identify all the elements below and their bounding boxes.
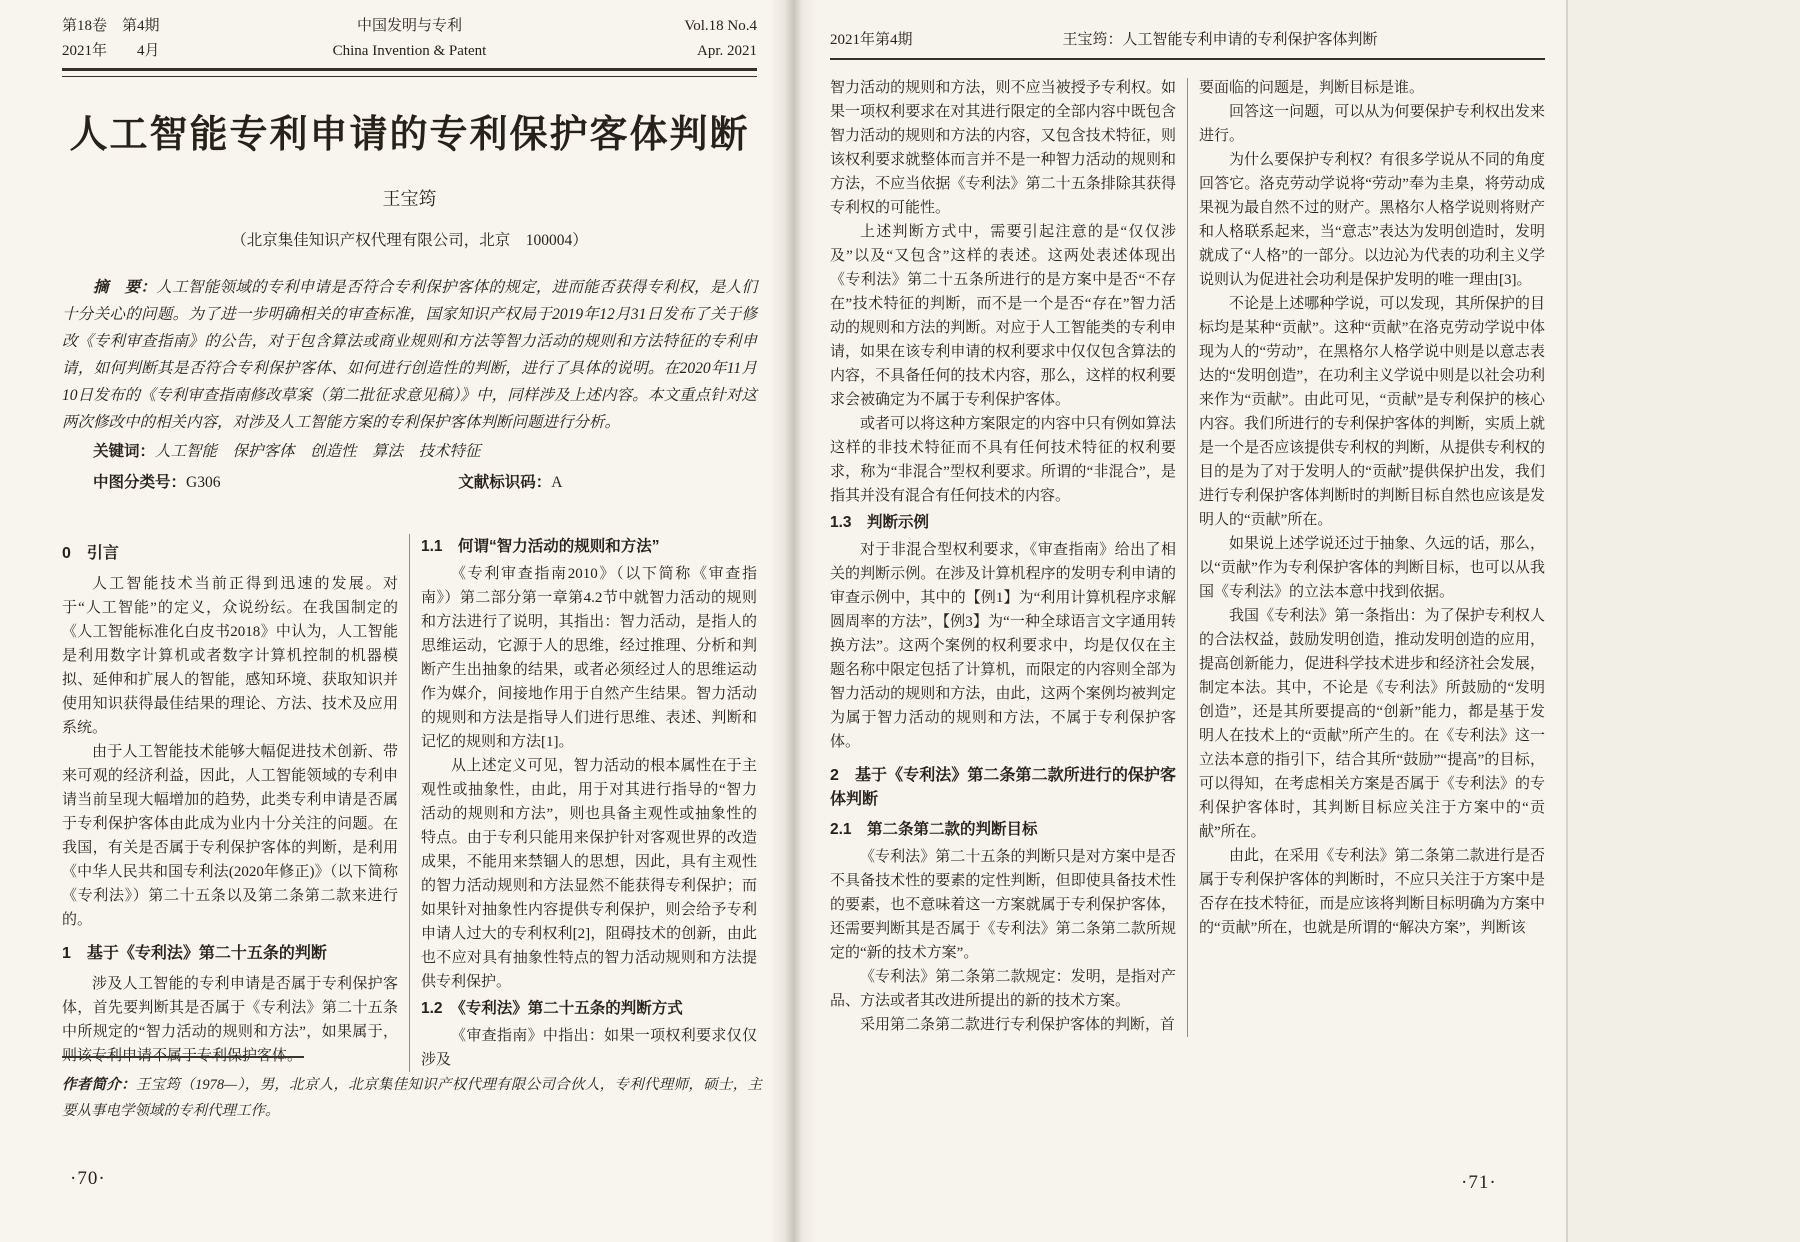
abstract-label: 摘 要：: [93, 279, 157, 296]
article-title: 人工智能专利申请的专利保护客体判断: [69, 114, 750, 156]
left-page-column-1: [62, 532, 398, 1072]
paragraph: 或者可以将这种方案限定的内容中只有例如算法这样的非技术特征而不具有任何技术特征的权利要求，称为“非混合”型权利要求。所谓的“非混合”，是指其并没有混合有任何技术的内容。: [830, 416, 1176, 504]
author-bio-text: 王宝筠（1978—），男，北京人，北京集佳知识产权代理有限公司合伙人，专利代理师，硕士，主要从事电学领域的专利代理工作。: [62, 1077, 763, 1119]
page-left-body: [62, 532, 757, 1072]
paragraph: 对于非混合型权利要求，《审查指南》给出了相关的判断示例。在涉及计算机程序的发明专利申请的审查示例中，其中的【例1】为“利用计算机程序求解圆周率的方法”，【例3】为“一种全球语言文字通用转换方法”。这两个案例的权利要求中，均是仅仅在主题名称中限定包括了计算机，而限定的内容则全部为智力活动的规则和方法，由此，这两个案例均被判定为属于智力活动的规则和方法，不属于专利保护客体。: [830, 542, 1176, 750]
date-line-en: Apr. 2021: [697, 43, 757, 59]
author-name: 王宝筠: [382, 189, 437, 209]
document-code-label: 文献标识码：: [458, 474, 552, 491]
section-heading-1-1: 1.1 何谓“智力活动的规则和方法”: [421, 538, 660, 555]
journal-name-cn: 中国发明与专利: [356, 18, 462, 34]
left-page-column-2: [421, 532, 757, 1072]
document-code-value: A: [551, 474, 563, 491]
paragraph-continuation: 要面临的问题是，判断目标是谁。: [1199, 80, 1425, 96]
paragraph-continuation: 智力活动的规则和方法，则不应当被授予专利权。如果一项权利要求在对其进行限定的全部内容中既包含智力活动的规则和方法的内容，又包含技术特征，则该权利要求就整体而言并不是一种智力活动的规则和方法，不应当依据《专利法》第二十五条排除其获得专利权的可能性。: [830, 80, 1176, 216]
header-journal-name: [212, 14, 607, 64]
right-page-column-1: [830, 76, 1176, 1037]
section-heading-1: 1 基于《专利法》第二十五条的判断: [62, 945, 327, 962]
clc-label: 中图分类号：: [93, 474, 187, 491]
page-left-content: [62, 14, 757, 1072]
page-edge-line: [1566, 0, 1568, 1242]
paragraph: 《专利审查指南2010》（以下简称《审查指南》）第二部分第一章第4.2节中就智力活动的规则和方法进行了说明，其指出：智力活动，是指人的思维运动，它源于人的思维，经过推理、分析和判断产生出抽象的结果，或者必须经过人的思维运动作为媒介，间接地作用于自然产生结果。智力活动的规则和方法是指导人们进行思维、表述、判断和记忆的规则和方法[1]。: [421, 566, 757, 750]
paragraph: 如果说上述学说还过于抽象、久远的话，那么，以“贡献”作为专利保护客体的判断目标，也可以从我国《专利法》的立法本意中找到依据。: [1199, 536, 1545, 600]
document-code: [458, 469, 562, 496]
scan-margin-right: [1568, 0, 1800, 1242]
journal-header: [62, 14, 757, 64]
author-bio-footnote: [62, 1072, 762, 1124]
keywords-text: 人工智能 保护客体 创造性 算法 技术特征: [155, 443, 481, 460]
paragraph: 不论是上述哪种学说，可以发现，其所保护的目标均是某种“贡献”。这种“贡献”在洛克劳动学说中体现为人的“劳动”，在黑格尔人格学说中则是以意志表达的“发明创造”，在功利主义学说中则是以社会功利来作为“贡献”。由此可见，“贡献”是专利保护的核心内容。我们所进行的专利保护客体的判断，实质上就是一个是否应该提供专利权的判断，从提供专利权的目的是为了对于发明人的“贡献”提供保护出发，我们进行专利保护客体判断时的判断目标自然也应该是发明人的“贡献”所在。: [1199, 296, 1545, 528]
right-page-column-2: [1199, 76, 1545, 1037]
page-number-71: ·71·: [1461, 1172, 1497, 1193]
section-heading-2-1: 2.1 第二条第二款的判断目标: [830, 821, 1038, 838]
journal-name-en: China Invention & Patent: [332, 43, 487, 59]
keywords-label: 关键词：: [93, 443, 156, 460]
running-header-issue: 2021年第4期: [830, 32, 913, 48]
column-divider: [409, 534, 410, 1072]
author-affiliation: （北京集佳知识产权代理有限公司，北京 100004）: [231, 232, 588, 249]
footnote-block: [62, 1056, 762, 1124]
paragraph: 为什么要保护专利权？有很多学说从不同的角度回答它。洛克劳动学说将“劳动”奉为圭臬，将劳动成果视为最自然不过的财产。黑格尔人格学说则将财产和人格联系起来，当“意志”表达为发明创造时，发明就成了“人格”的一部分。以边沁为代表的功利主义学说则认为促进社会功利是保护发明的唯一理由[3]。: [1199, 152, 1545, 288]
paragraph: 人工智能技术当前正得到迅速的发展。对于“人工智能”的定义，众说纷纭。在我国制定的《人工智能标准化白皮书2018》中认为，人工智能是利用数字计算机或者数字计算机控制的机器模拟、延伸和扩展人的智能，感知环境、获取知识并使用知识获得最佳结果的理论、方法、技术及应用系统。: [62, 576, 398, 736]
running-header: [830, 28, 1545, 52]
volume-line-en: Vol.18 No.4: [684, 18, 757, 34]
section-heading-0: 0 引言: [62, 545, 119, 562]
classification-row: [62, 469, 757, 496]
paragraph: 《审查指南》中指出：如果一项权利要求仅仅涉及: [421, 1028, 757, 1068]
section-heading-2: 2 基于《专利法》第二条第二款所进行的保护客体判断: [830, 767, 1176, 808]
abstract-text: 人工智能领域的专利申请是否符合专利保护客体的规定，进而能否获得专利权，是人们十分关心的问题。为了进一步明确相关的审查标准，国家知识产权局于2019年12月31日发布了关于修改《专利审查指南》的公告，对于包含算法或商业规则和方法等智力活动的规则和方法特征的专利申请，如何判断其是否符合专利保护客体、如何进行创造性的判断，进行了具体的说明。在2020年11月10日发布的《专利审查指南修改草案（第二批征求意见稿）》中，同样涉及上述内容。本文重点针对这两次修改中的相关内容，对涉及人工智能方案的专利保护客体判断问题进行分析。: [62, 279, 757, 431]
clc-value: G306: [186, 474, 221, 491]
paragraph: 采用第二条第二款进行专利保护客体的判断，首: [860, 1017, 1176, 1033]
header-volume-issue-en: [607, 14, 757, 64]
paragraph: 《专利法》第二十五条的判断只是对方案中是否不具备技术性的要素的定性判断，但即使具备技术性的要素，也不意味着这一方案就属于专利保护客体，还需要判断其是否属于《专利法》第二条第二款所规定的“新的技术方案”。: [830, 849, 1176, 961]
section-heading-1-3: 1.3 判断示例: [830, 514, 930, 531]
author-bio-label: 作者简介：: [62, 1077, 136, 1093]
paragraph: 从上述定义可见，智力活动的根本属性在于主观性或抽象性，由此，用于对其进行指导的“智力活动的规则和方法”，则也具备主观性或抽象性的特点。由于专利只能用来保护针对客观世界的改造成果，不能用来禁锢人的思想，因此，具有主观性的智力活动规则和方法显然不能获得专利保护；而如果针对抽象性内容提供专利保护，则会给予专利申请人过大的专利权利[2]，阻碍技术的创新，由此也不应对具有抽象性特点的智力活动规则和方法提供专利保护。: [421, 758, 757, 990]
page-right-body: [830, 76, 1545, 1037]
column-divider: [1187, 78, 1188, 1037]
date-line: 2021年 4月: [62, 43, 160, 59]
paragraph: 《专利法》第二条第二款规定：发明，是指对产品、方法或者其改进所提出的新的技术方案。: [830, 969, 1176, 1009]
footnote-rule: [62, 1056, 304, 1058]
paragraph: 涉及人工智能的专利申请是否属于专利保护客体，首先要判断其是否属于《专利法》第二十五条中所规定的“智力活动的规则和方法”，如果属于，则该专利申请不属于专利保护客体。: [62, 976, 398, 1064]
volume-line: 第18卷 第4期: [62, 18, 160, 34]
paragraph: 我国《专利法》第一条指出：为了保护专利权人的合法权益，鼓励发明创造，推动发明创造的应用，提高创新能力，促进科学技术进步和经济社会发展，制定本法。其中，不论是《专利法》所鼓励的“发明创造”，还是其所要提高的“创新”能力，都是基于发明人在技术上的“贡献”所产生的。在《专利法》这一立法本意的指引下，结合其所“鼓励”“提高”的目标，可以得知，在考虑相关方案是否属于《专利法》的专利保护客体时，其判断目标应关注于方案中的“贡献”所在。: [1199, 608, 1545, 840]
paragraph: 回答这一问题，可以从为何要保护专利权出发来进行。: [1199, 104, 1545, 144]
header-volume-issue: [62, 14, 212, 64]
keywords: [62, 438, 757, 465]
section-heading-1-2: 1.2 《专利法》第二十五条的判断方式: [421, 1000, 683, 1017]
paragraph: 上述判断方式中，需要引起注意的是“仅仅涉及”以及“又包含”这样的表述。这两处表述体现出《专利法》第二十五条所进行的是方案中是否“不存在”技术特征的判断，而不是一个是否“存在”智力活动的规则和方法的判断。对应于人工智能类的专利申请，如果在该专利申请的权利要求中仅仅包含算法的内容，不具备任何的技术内容，那么，这样的权利要求会被确定为不属于专利保护客体。: [830, 224, 1176, 408]
page-number-70: ·70·: [70, 1168, 106, 1189]
running-header-rule: [830, 58, 1545, 60]
paragraph: 由此，在采用《专利法》第二条第二款进行是否属于专利保护客体的判断时，不应只关注于方案中是否存在技术特征，而是应该将判断目标明确为方案中的“贡献”所在，也就是所谓的“解决方案”，判断该: [1199, 848, 1545, 936]
running-header-title: 王宝筠：人工智能专利申请的专利保护客体判断: [1062, 32, 1378, 48]
clc-number: [93, 469, 458, 496]
header-rule: [62, 68, 757, 77]
page-right-content: [830, 28, 1545, 1037]
paragraph: 由于人工智能技术能够大幅促进技术创新、带来可观的经济利益，因此，人工智能领域的专利申请当前呈现大幅增加的趋势，此类专利申请是否属于专利保护客体由此成为业内十分关注的问题。在我国，有关是否属于专利保护客体的判断，是利用《中华人民共和国专利法(2020年修正)》（以下简称《专利法》）第二十五条以及第二条第二款来进行的。: [62, 744, 398, 928]
abstract: [62, 274, 757, 436]
page-left: [0, 0, 793, 1242]
